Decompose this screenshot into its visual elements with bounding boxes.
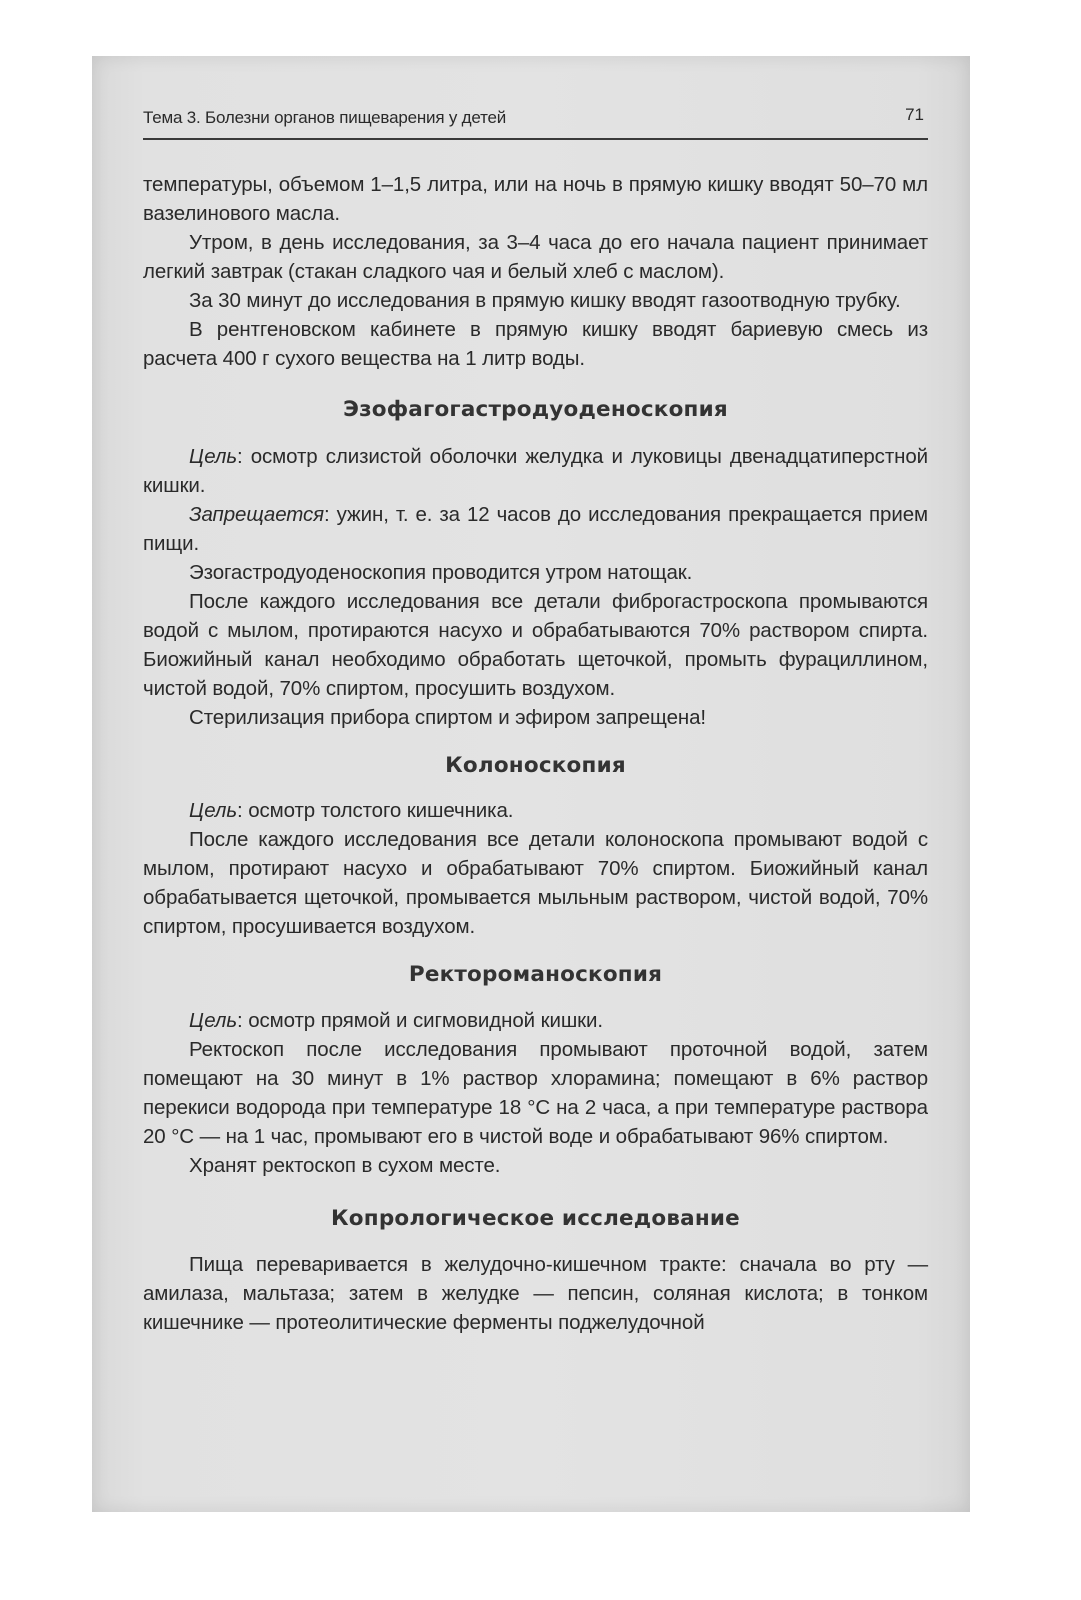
section-heading-egd: Эзофагогастродуоденоскопия xyxy=(343,397,728,422)
colonoscopy-goal xyxy=(143,796,928,825)
egd-forbidden xyxy=(143,500,928,558)
colonoscopy-goal-text: : осмотр толстого кишечника. xyxy=(237,799,514,822)
rectoromanoscopy-goal xyxy=(143,1006,928,1035)
section-heading-coprology: Копрологическое исследование xyxy=(331,1206,740,1231)
egd-paragraph-2: После каждого исследования все детали фиброгастроскопа промываются водой с мылом, протираются насухо и обрабатываются 70% раствором спирта. Биожийный канал необходимо обработать щеточкой, промыть фурациллином, чистой водой, 70% спиртом, просушить воздухом. xyxy=(143,590,928,700)
running-header xyxy=(143,100,928,140)
egd-goal-text: : осмотр слизистой оболочки желудка и луковицы двенадцатиперстной кишки. xyxy=(143,445,928,497)
rectoromanoscopy-goal-label: Цель xyxy=(189,1009,238,1032)
rectoromanoscopy-goal-text: : осмотр прямой и сигмовидной кишки. xyxy=(237,1009,603,1032)
colonoscopy-goal-label: Цель xyxy=(189,799,238,822)
coprology-paragraph-1: Пища переваривается в желудочно-кишечном тракте: сначала во рту — амилаза, мальтаза; затем в желудке — пепсин, соляная кислота; в тонком кишечнике — протеолитические ферменты поджелудочной xyxy=(143,1253,928,1334)
egd-paragraph-1: Эзогастродуоденоскопия проводится утром натощак. xyxy=(189,561,693,584)
egd-goal xyxy=(143,442,928,500)
egd-forbidden-text: : ужин, т. е. за 12 часов до исследования прекращается прием пищи. xyxy=(143,503,928,555)
running-title: Тема 3. Болезни органов пищеварения у детей xyxy=(143,108,507,127)
rectoromanoscopy-paragraph-1: Ректоскоп после исследования промывают проточной водой, затем помещают на 30 минут в 1% раствор хлорамина; помещают в 6% раствор перекиси водорода при температуре 18 °С на 2 часа, а при температуре раствора 20 °С — на 1 час, промывают его в чистой воде и обрабатывают 96% спиртом. xyxy=(143,1038,928,1148)
egd-goal-label: Цель xyxy=(189,445,238,468)
intro-paragraph-1: температуры, объемом 1–1,5 литра, или на ночь в прямую кишку вводят 50–70 мл вазелинового масла. xyxy=(143,173,928,225)
rectoromanoscopy-paragraph-2: Хранят ректоскоп в сухом месте. xyxy=(189,1154,501,1177)
intro-paragraph-2: Утром, в день исследования, за 3–4 часа до его начала пациент принимает легкий завтрак (стакан сладкого чая и белый хлеб с маслом). xyxy=(143,231,928,283)
intro-paragraph-4: В рентгеновском кабинете в прямую кишку вводят бариевую смесь из расчета 400 г сухого вещества на 1 литр воды. xyxy=(143,318,928,370)
section-heading-rectoromanoscopy: Ректороманоскопия xyxy=(408,962,663,987)
intro-paragraph-3: За 30 минут до исследования в прямую кишку вводят газоотводную трубку. xyxy=(189,289,901,312)
egd-paragraph-3: Стерилизация прибора спиртом и эфиром запрещена! xyxy=(189,706,706,729)
colonoscopy-paragraph-1: После каждого исследования все детали колоноскопа промывают водой с мылом, протирают насухо и обрабатывают 70% спиртом. Биожийный канал обрабатывается щеточкой, промывается мыльным раствором, чистой водой, 70% спиртом, просушивается воздухом. xyxy=(143,828,928,938)
egd-forbidden-label: Запрещается xyxy=(189,503,325,526)
book-page xyxy=(143,100,928,1337)
page-number: 71 xyxy=(905,105,924,124)
section-heading-colonoscopy: Колоноскопия xyxy=(445,753,626,778)
